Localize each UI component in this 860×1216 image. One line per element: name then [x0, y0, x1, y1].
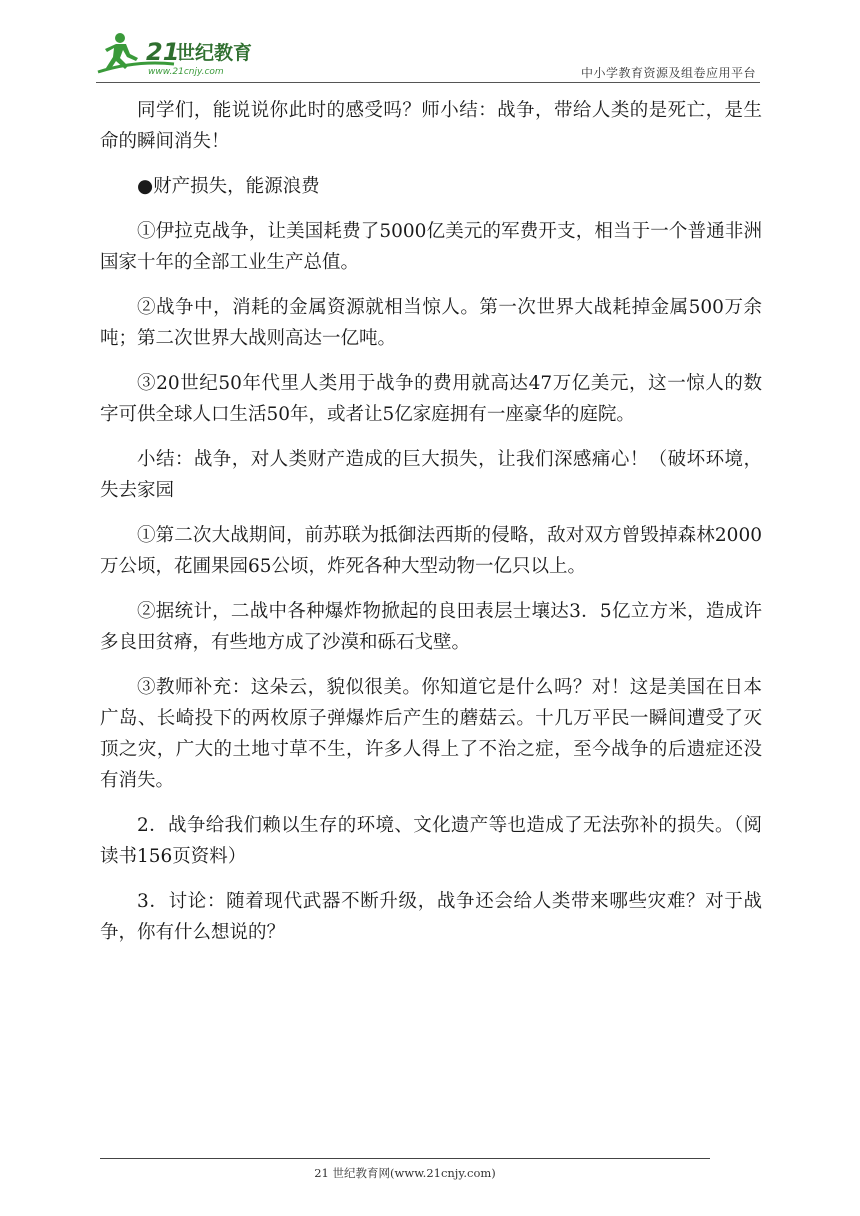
paragraph: ②战争中，消耗的金属资源就相当惊人。第一次世界大战耗掉金属500万余吨；第二次世界大战则高达一亿吨。 — [100, 297, 762, 349]
site-logo — [96, 30, 266, 78]
paragraph: ③20世纪50年代里人类用于战争的费用就高达47万亿美元，这一惊人的数字可供全球人口生活50年，或者让5亿家庭拥有一座豪华的庭院。 — [100, 373, 762, 425]
page-header — [96, 30, 760, 80]
paragraph: 小结：战争，对人类财产造成的巨大损失，让我们深感痛心！（破坏环境，失去家园 — [100, 449, 762, 501]
svg-text:21: 21 — [146, 38, 180, 66]
document-body — [100, 95, 762, 962]
paragraph: ●财产损失，能源浪费 — [137, 176, 320, 197]
paragraph: ②据统计，二战中各种爆炸物掀起的良田表层士壤达3．5亿立方米，造成许多良田贫瘠，有些地方成了沙漠和砾石戈壁。 — [100, 601, 762, 653]
paragraph: ①伊拉克战争，让美国耗费了5000亿美元的军费开支，相当于一个普通非洲国家十年的全部工业生产总值。 — [100, 221, 762, 273]
header-divider — [96, 82, 760, 83]
paragraph: ③教师补充：这朵云，貌似很美。你知道它是什么吗？对！这是美国在日本广岛、长崎投下的两枚原子弹爆炸后产生的蘑菇云。十几万平民一瞬间遭受了灭顶之灾，广大的土地寸草不生，许多人得上了不治之症，至今战争的后遗症还没有消失。 — [100, 677, 762, 791]
paragraph: 同学们，能说说你此时的感受吗？师小结：战争，带给人类的是死亡，是生命的瞬间消失！ — [100, 100, 762, 152]
footer-divider — [100, 1158, 710, 1159]
paragraph: 3．讨论：随着现代武器不断升级，战争还会给人类带来哪些灾难？对于战争，你有什么想说的？ — [100, 891, 762, 943]
header-slogan: 中小学教育资源及组卷应用平台 — [580, 66, 756, 80]
svg-text:www.21cnjy.com: www.21cnjy.com — [148, 67, 224, 77]
paragraph: ①第二次大战期间，前苏联为抵御法西斯的侵略，敌对双方曾毁掉森林2000万公顷，花圃果园65公顷，炸死各种大型动物一亿只以上。 — [100, 525, 762, 577]
footer-text: 21 世纪教育网(www.21cnjy.com) — [314, 1166, 496, 1180]
svg-text:世纪教育: 世纪教育 — [176, 42, 253, 64]
paragraph: 2．战争给我们赖以生存的环境、文化遗产等也造成了无法弥补的损失。（阅读书156页资料） — [100, 815, 762, 867]
